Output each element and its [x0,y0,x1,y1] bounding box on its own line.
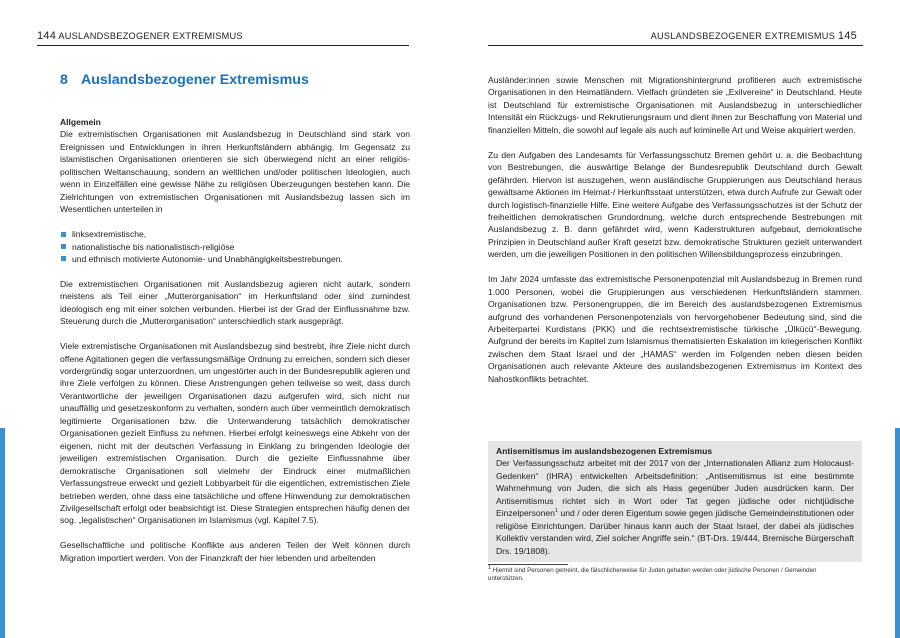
list-item: nationalistische bis nationalistisch-religiöse [60,241,410,253]
paragraph-mutterorganisation: Die extremistischen Organisationen mit Auslandsbezug agieren nicht autark, sondern meistens als Teil einer „Mutterorganisation“ im Herkunftsland oder sind zumindest ideologisch eng mit einer solchen verbunden. Hierbei ist der Grad der Einflussnahme bzw. Steuerung durch die „Mutterorganisation“ unterschiedlich stark ausgeprägt. [60,278,410,327]
left-text-column [60,116,410,577]
info-box-title: Antisemitismus im auslandsbezogenen Extremismus [496,446,713,456]
right-text-column [488,74,862,398]
right-running-title: AUSLANDSBEZOGENER EXTREMISMUS [650,31,836,41]
right-header-rule [488,45,863,46]
footnote-rule [488,564,568,565]
paragraph-konflikte: Gesellschaftliche und politische Konflikte aus anderen Teilen der Welt können durch Migration importiert werden. Von der Finanzkraft der hier lebenden und arbeitenden [60,540,410,563]
chapter-number: 8 [60,72,68,88]
chapter-heading [60,72,309,88]
bullet-square-icon [61,256,66,261]
paragraph-aufgaben: Zu den Aufgaben des Landesamts für Verfassungsschutz Bremen gehört u. a. die Beobachtung von Bestrebungen, die auswärtige Belange der Bundesrepublik Deutschland durch Gewalt gefährden. Hiervon ist auszugehen, wenn ausländische Gruppierungen aus Deutschland heraus gewaltsame Aktionen im Heimat-/ Herkunftsstaat unterstützen, etwa durch Aufrufe zur Gewalt oder durch logistisch-finanzielle Hilfe. Eine weitere Aufgabe des Verfassungsschutzes ist der Schutz der freiheitlichen demokratischen Grundordnung, welche durch entsprechende Bestrebungen mit Auslandsbezug z. B. dann gefährdet wird, wenn Kaderstrukturen aufgebaut, demokratische Prinzipien in Deutschland außer Kraft gesetzt bzw. demokratische Strukturen gezielt unterwandert werden, um die jeweiligen Positionen in den politischen Willensbildungsprozess einzubringen. [488,149,862,260]
intro-paragraph: Die extremistischen Organisationen mit Auslandsbezug in Deutschland sind stark von Ereignissen und Entwicklungen in ihren Herkunftsländern abhängig. Im Gegensatz zu islamistischen Organisationen orientieren sie sich überwiegend nicht an einer religiös-politischen Weltanschauung, sondern an weltlichen und/oder politischen Ideologien, auch wenn in Einzelfällen eine gewisse Nähe zu religiösen Überzeugungen bestehen kann. Die Zielrichtungen von extremistischen Organisationen mit Auslandsbezug lassen sich im Wesentlichen unterteilen in [60,129,410,215]
list-item: linksextremistische, [60,228,410,240]
bullet-square-icon [61,232,66,237]
antisemitism-info-box [488,441,862,562]
left-running-title: AUSLANDSBEZOGENER EXTREMISMUS [58,31,243,41]
paragraph-strategien: Viele extremistische Organisationen mit Auslandsbezug sind bestrebt, ihre Ziele nicht durch offene Agitationen gegen die verfassungsmäßige Ordnung zu erreichen, sondern sich dieser vordergründig sogar unterzuordnen, um ungestörter auch in der Bundesrepublik agieren und ihre Ziele verfolgen zu können. Diese Anstrengungen gehen teilweise so weit, dass durch Verantwortliche der jeweiligen Organisationen dazu aufgerufen wird, sich nicht nur unauffällig und gesetzeskonform zu verhalten, sondern auch über vermeintlich demokratisch legitimierte Organisationen bzw. die Unterwanderung tatsächlich demokratischer Organisationen gezielt Einfluss zu nehmen. Hierbei erfolgt keineswegs eine Abkehr von der eigenen, nicht mit der deutschen Verfassung in Einklang zu bringenden Ideologie der jeweiligen extremistischen Organisation. Durch die gezielte Einflussnahme über demokratische Organisationen soll vielmehr der Eindruck einer mutmaßlichen Verfassungstreue erweckt und gezielt Lobbyarbeit für die eigentlichen, extremistischen Ziele betrieben werden, ohne dass eine tatsächliche und offene Hinwendung zur demokratischen Zivilgesellschaft erfolgt oder beabsichtigt ist. Diese Strategien entsprechen häufig denen der sog. „legalistischen“ Organisationen im Islamismus (vgl. Kapitel 7.5). [60,341,410,526]
bullet-square-icon [61,244,66,249]
paragraph-personenpotenzial: Im Jahr 2024 umfasste das extremistische Personenpotenzial mit Auslandsbezug in Bremen rund 1.000 Personen, wobei die Gruppierungen aus verschiedenen Herkunftsländern stammen. Organisationen bzw. Personengruppen, die im Bereich des auslandsbezogenen Extremismus aufgrund des vorhandenen Personenpotenzials von hervorgehobener Bedeutung sind, sind die Arbeiterpartei Kurdistans (PKK) und die rechtsextremistische türkische „Ülkücü“-Bewegung. Aufgrund der bereits im Kapitel zum Islamismus thematisierten Eskalation im kriegerischen Konflikt zwischen dem Staat Israel und der „HAMAS“ werden im Folgenden neben diesen beiden Organisationen auch relevante Akteure des auslandsbezogenen Extremismus im Kontext des Nahostkonflikts betrachtet. [488,274,862,384]
right-page-number: 145 [837,30,857,42]
left-thumb-tab [0,428,5,638]
right-thumb-tab [895,428,900,638]
footnote-text: Hiermit sind Personen gemeint, die fälschlicherweise für Juden gehalten werden oder jüdische Personen / Gemeinden unterstützen. [488,567,817,583]
left-header-rule [37,45,409,46]
info-box-text: Der Verfassungsschutz arbeitet mit der 2017 von der „Internationalen Allianz zum Holocaust-Gedenken“ (IHRA) entwickelten Arbeitsdefinition: „Antisemitismus ist eine bestimmte Wahrnehmung von Juden, die sich als Hass gegenüber Juden ausdrücken kann. Der Antisemitismus richtet sich in Wort oder Tat gegen jüdische oder nichtjüdische Einzelpersonen$^1$ und / oder deren Eigentum sowie gegen jüdische Gemeindeinstitutionen oder religiöse Einrichtungen. Darüber hinaus kann auch der Staat Israel, der dabei als jüdisches Kollektiv verstanden wird, Ziel solcher Angriffe sein.“ (BT-Drs. 19/444, Bremische Bürgerschaft Drs. 19/1808). [496,458,854,556]
right-running-head [651,30,857,42]
left-page-number: 144 [37,30,57,42]
left-running-head [37,30,243,42]
footnote-marker: 1 [488,564,492,571]
footnote-reference: 1 [554,508,558,515]
paragraph-exilvereine: Ausländer:innen sowie Menschen mit Migrationshintergrund profitieren auch extremistische Organisationen in den Heimatländern. Vielfach gründeten sie „Exilvereine“ in Deutschland. Heute ist Deutschland für extremistische Organisationen mit Auslandsbezug in unterschiedlicher Intensität ein Rückzugs- und Rekrutierungsraum und dient ihnen zur Beschaffung von Material und finanziellen Mitteln, die sowohl auf legale als auch auf kriminelle Art und Weise akquiriert werden. [488,75,862,135]
section-heading: Allgemein [60,117,101,127]
list-item: und ethnisch motivierte Autonomie- und Unabhängigkeitsbestrebungen. [60,253,410,265]
chapter-title: Auslandsbezogener Extremismus [81,72,309,88]
footnote [488,564,833,584]
bullet-list [60,228,410,265]
